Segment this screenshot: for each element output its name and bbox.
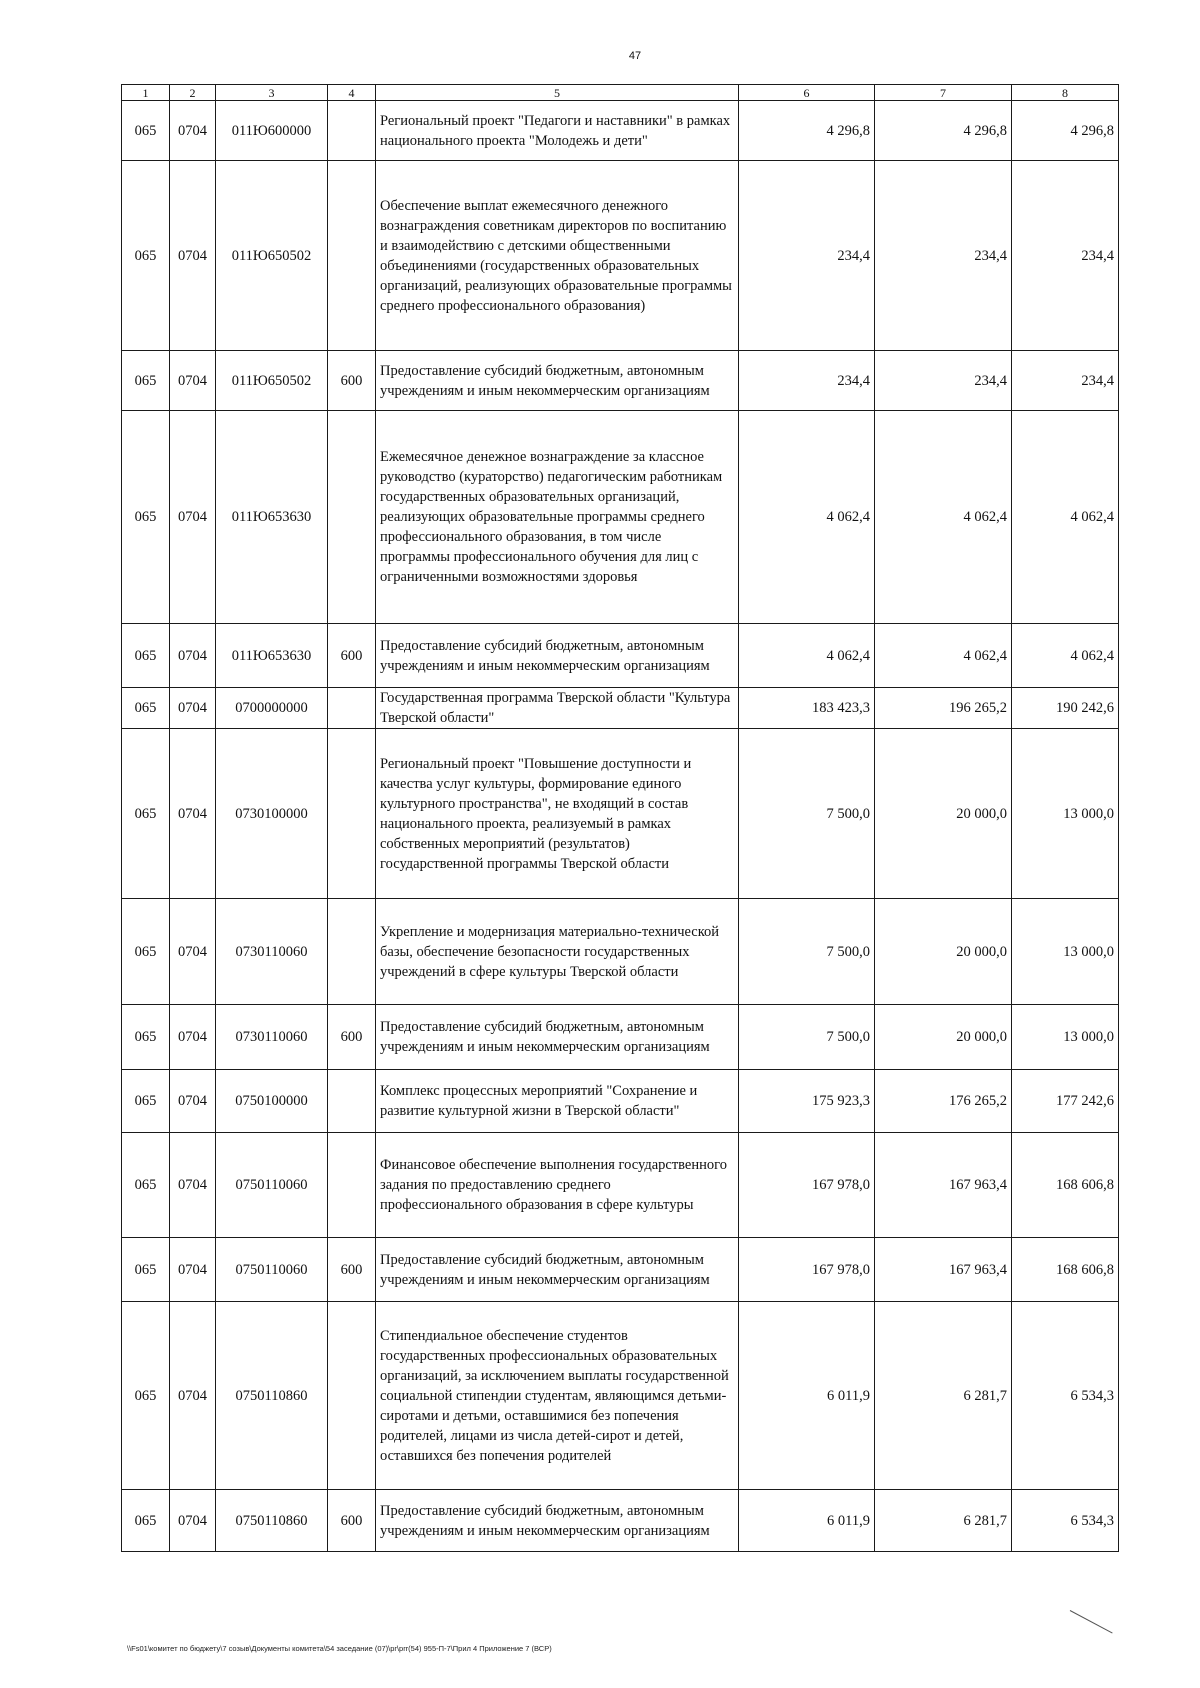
cell-amount-year-2: 167 963,4 xyxy=(875,1133,1012,1238)
table-row xyxy=(122,1070,1119,1133)
cell-amount-year-2: 234,4 xyxy=(875,161,1012,351)
column-header-5: 5 xyxy=(376,85,739,101)
column-header-7: 7 xyxy=(875,85,1012,101)
cell-amount-year-1: 7 500,0 xyxy=(739,1005,875,1070)
cell-amount-year-1: 7 500,0 xyxy=(739,729,875,899)
cell-amount-year-2: 20 000,0 xyxy=(875,729,1012,899)
cell-target-article: 0750110060 xyxy=(216,1238,328,1302)
cell-amount-year-1: 6 011,9 xyxy=(739,1490,875,1552)
cell-ministry: 065 xyxy=(122,688,170,729)
cell-target-article: 0750110860 xyxy=(216,1302,328,1490)
cell-amount-year-3: 4 296,8 xyxy=(1012,101,1119,161)
column-header-6: 6 xyxy=(739,85,875,101)
cell-section: 0704 xyxy=(170,351,216,411)
cell-description: Финансовое обеспечение выполнения государственного задания по предоставлению среднего профессионального образования в сфере культуры xyxy=(376,1133,739,1238)
cell-target-article: 0730110060 xyxy=(216,899,328,1005)
cell-amount-year-2: 20 000,0 xyxy=(875,1005,1012,1070)
table-row xyxy=(122,729,1119,899)
cell-ministry: 065 xyxy=(122,1490,170,1552)
cell-ministry: 065 xyxy=(122,101,170,161)
header-row xyxy=(122,85,1119,101)
cell-section: 0704 xyxy=(170,411,216,624)
cell-amount-year-3: 4 062,4 xyxy=(1012,411,1119,624)
file-path-footer: \\Fs01\комитет по бюджету\7 созыв\Документы комитета\54 заседание (07)\pr\prr(54) 955-П-7\Прил 4 Приложение 7 (ВСР) xyxy=(127,1644,552,1653)
budget-table xyxy=(121,84,1119,1552)
cell-section: 0704 xyxy=(170,1302,216,1490)
cell-target-article: 0700000000 xyxy=(216,688,328,729)
cell-expense-type xyxy=(328,1302,376,1490)
cell-description: Стипендиальное обеспечение студентов государственных профессиональных образовательных организаций, за исключением выплаты государственной социальной стипендии студентам, являющимся детьми-сиротами и детьми, оставшимися без попечения родителей, лицами из числа детей-сирот и детей, оставшихся без попечения родителей xyxy=(376,1302,739,1490)
cell-description: Предоставление субсидий бюджетным, автономным учреждениям и иным некоммерческим организациям xyxy=(376,1490,739,1552)
cell-section: 0704 xyxy=(170,729,216,899)
cell-expense-type xyxy=(328,1133,376,1238)
table-row xyxy=(122,624,1119,688)
cell-amount-year-2: 234,4 xyxy=(875,351,1012,411)
cell-amount-year-2: 196 265,2 xyxy=(875,688,1012,729)
cell-amount-year-3: 168 606,8 xyxy=(1012,1238,1119,1302)
cell-amount-year-2: 20 000,0 xyxy=(875,899,1012,1005)
cell-section: 0704 xyxy=(170,1005,216,1070)
cell-amount-year-1: 167 978,0 xyxy=(739,1238,875,1302)
cell-ministry: 065 xyxy=(122,1302,170,1490)
cell-amount-year-3: 234,4 xyxy=(1012,161,1119,351)
cell-section: 0704 xyxy=(170,688,216,729)
cell-ministry: 065 xyxy=(122,161,170,351)
cell-target-article: 011Ю600000 xyxy=(216,101,328,161)
cell-amount-year-2: 4 062,4 xyxy=(875,411,1012,624)
cell-description: Региональный проект "Педагоги и наставники" в рамках национального проекта "Молодежь и дети" xyxy=(376,101,739,161)
table-row xyxy=(122,1238,1119,1302)
column-header-1: 1 xyxy=(122,85,170,101)
cell-ministry: 065 xyxy=(122,729,170,899)
cell-amount-year-3: 13 000,0 xyxy=(1012,1005,1119,1070)
cell-section: 0704 xyxy=(170,1238,216,1302)
table-row xyxy=(122,1490,1119,1552)
table-row xyxy=(122,1133,1119,1238)
cell-description: Обеспечение выплат ежемесячного денежного вознаграждения советникам директоров по воспитанию и взаимодействию с детскими общественными объединениями (государственных образовательных организаций, реализующих образовательные программы среднего профессионального образования) xyxy=(376,161,739,351)
column-header-3: 3 xyxy=(216,85,328,101)
cell-amount-year-1: 7 500,0 xyxy=(739,899,875,1005)
scan-mark xyxy=(1070,1610,1113,1633)
cell-ministry: 065 xyxy=(122,411,170,624)
cell-amount-year-1: 4 296,8 xyxy=(739,101,875,161)
cell-target-article: 011Ю653630 xyxy=(216,624,328,688)
table-row xyxy=(122,161,1119,351)
cell-description: Предоставление субсидий бюджетным, автономным учреждениям и иным некоммерческим организациям xyxy=(376,624,739,688)
cell-description: Предоставление субсидий бюджетным, автономным учреждениям и иным некоммерческим организациям xyxy=(376,351,739,411)
table-row xyxy=(122,688,1119,729)
cell-description: Ежемесячное денежное вознаграждение за классное руководство (кураторство) педагогическим работникам государственных образовательных организаций, реализующих образовательные программы среднего профессионального образования, в том числе программы профессионального обучения для лиц с ограниченными возможностями здоровья xyxy=(376,411,739,624)
cell-amount-year-1: 175 923,3 xyxy=(739,1070,875,1133)
cell-amount-year-2: 6 281,7 xyxy=(875,1302,1012,1490)
cell-amount-year-3: 13 000,0 xyxy=(1012,899,1119,1005)
cell-expense-type: 600 xyxy=(328,624,376,688)
page-number: 47 xyxy=(628,50,642,62)
cell-section: 0704 xyxy=(170,161,216,351)
cell-description: Предоставление субсидий бюджетным, автономным учреждениям и иным некоммерческим организациям xyxy=(376,1238,739,1302)
cell-expense-type xyxy=(328,411,376,624)
cell-target-article: 011Ю650502 xyxy=(216,351,328,411)
cell-ministry: 065 xyxy=(122,899,170,1005)
cell-amount-year-3: 13 000,0 xyxy=(1012,729,1119,899)
cell-amount-year-2: 4 296,8 xyxy=(875,101,1012,161)
cell-description: Укрепление и модернизация материально-технической базы, обеспечение безопасности государственных учреждений в сфере культуры Тверской области xyxy=(376,899,739,1005)
column-header-2: 2 xyxy=(170,85,216,101)
cell-target-article: 0730100000 xyxy=(216,729,328,899)
cell-target-article: 0750100000 xyxy=(216,1070,328,1133)
cell-target-article: 0750110860 xyxy=(216,1490,328,1552)
cell-amount-year-1: 183 423,3 xyxy=(739,688,875,729)
cell-expense-type xyxy=(328,1070,376,1133)
cell-amount-year-3: 177 242,6 xyxy=(1012,1070,1119,1133)
cell-section: 0704 xyxy=(170,899,216,1005)
table-row xyxy=(122,899,1119,1005)
cell-amount-year-3: 168 606,8 xyxy=(1012,1133,1119,1238)
cell-ministry: 065 xyxy=(122,624,170,688)
cell-amount-year-1: 4 062,4 xyxy=(739,624,875,688)
cell-section: 0704 xyxy=(170,624,216,688)
cell-expense-type xyxy=(328,688,376,729)
cell-expense-type xyxy=(328,161,376,351)
cell-section: 0704 xyxy=(170,1490,216,1552)
cell-expense-type xyxy=(328,899,376,1005)
cell-target-article: 0750110060 xyxy=(216,1133,328,1238)
cell-ministry: 065 xyxy=(122,351,170,411)
cell-expense-type: 600 xyxy=(328,351,376,411)
cell-description: Региональный проект "Повышение доступности и качества услуг культуры, формирование единого культурного пространства", не входящий в состав национального проекта, реализуемый в рамках собственных мероприятий (результатов) государственной программы Тверской области xyxy=(376,729,739,899)
cell-amount-year-2: 6 281,7 xyxy=(875,1490,1012,1552)
cell-expense-type: 600 xyxy=(328,1238,376,1302)
table-row xyxy=(122,411,1119,624)
table-row xyxy=(122,1005,1119,1070)
cell-target-article: 011Ю653630 xyxy=(216,411,328,624)
cell-target-article: 011Ю650502 xyxy=(216,161,328,351)
cell-amount-year-1: 6 011,9 xyxy=(739,1302,875,1490)
cell-ministry: 065 xyxy=(122,1005,170,1070)
cell-amount-year-3: 6 534,3 xyxy=(1012,1302,1119,1490)
cell-target-article: 0730110060 xyxy=(216,1005,328,1070)
cell-amount-year-2: 4 062,4 xyxy=(875,624,1012,688)
table-row xyxy=(122,351,1119,411)
cell-expense-type: 600 xyxy=(328,1005,376,1070)
cell-amount-year-3: 6 534,3 xyxy=(1012,1490,1119,1552)
cell-expense-type xyxy=(328,101,376,161)
cell-description: Государственная программа Тверской области "Культура Тверской области" xyxy=(376,688,739,729)
column-header-4: 4 xyxy=(328,85,376,101)
cell-amount-year-3: 4 062,4 xyxy=(1012,624,1119,688)
cell-amount-year-1: 234,4 xyxy=(739,161,875,351)
table-row xyxy=(122,1302,1119,1490)
cell-description: Комплекс процессных мероприятий "Сохранение и развитие культурной жизни в Тверской области" xyxy=(376,1070,739,1133)
cell-amount-year-2: 176 265,2 xyxy=(875,1070,1012,1133)
cell-ministry: 065 xyxy=(122,1238,170,1302)
cell-amount-year-1: 234,4 xyxy=(739,351,875,411)
cell-amount-year-1: 4 062,4 xyxy=(739,411,875,624)
cell-amount-year-3: 190 242,6 xyxy=(1012,688,1119,729)
cell-section: 0704 xyxy=(170,101,216,161)
cell-section: 0704 xyxy=(170,1133,216,1238)
cell-amount-year-2: 167 963,4 xyxy=(875,1238,1012,1302)
cell-amount-year-1: 167 978,0 xyxy=(739,1133,875,1238)
table-row xyxy=(122,101,1119,161)
cell-description: Предоставление субсидий бюджетным, автономным учреждениям и иным некоммерческим организациям xyxy=(376,1005,739,1070)
cell-section: 0704 xyxy=(170,1070,216,1133)
column-header-8: 8 xyxy=(1012,85,1119,101)
cell-ministry: 065 xyxy=(122,1133,170,1238)
cell-expense-type xyxy=(328,729,376,899)
cell-amount-year-3: 234,4 xyxy=(1012,351,1119,411)
table-body xyxy=(122,101,1119,1552)
cell-expense-type: 600 xyxy=(328,1490,376,1552)
cell-ministry: 065 xyxy=(122,1070,170,1133)
